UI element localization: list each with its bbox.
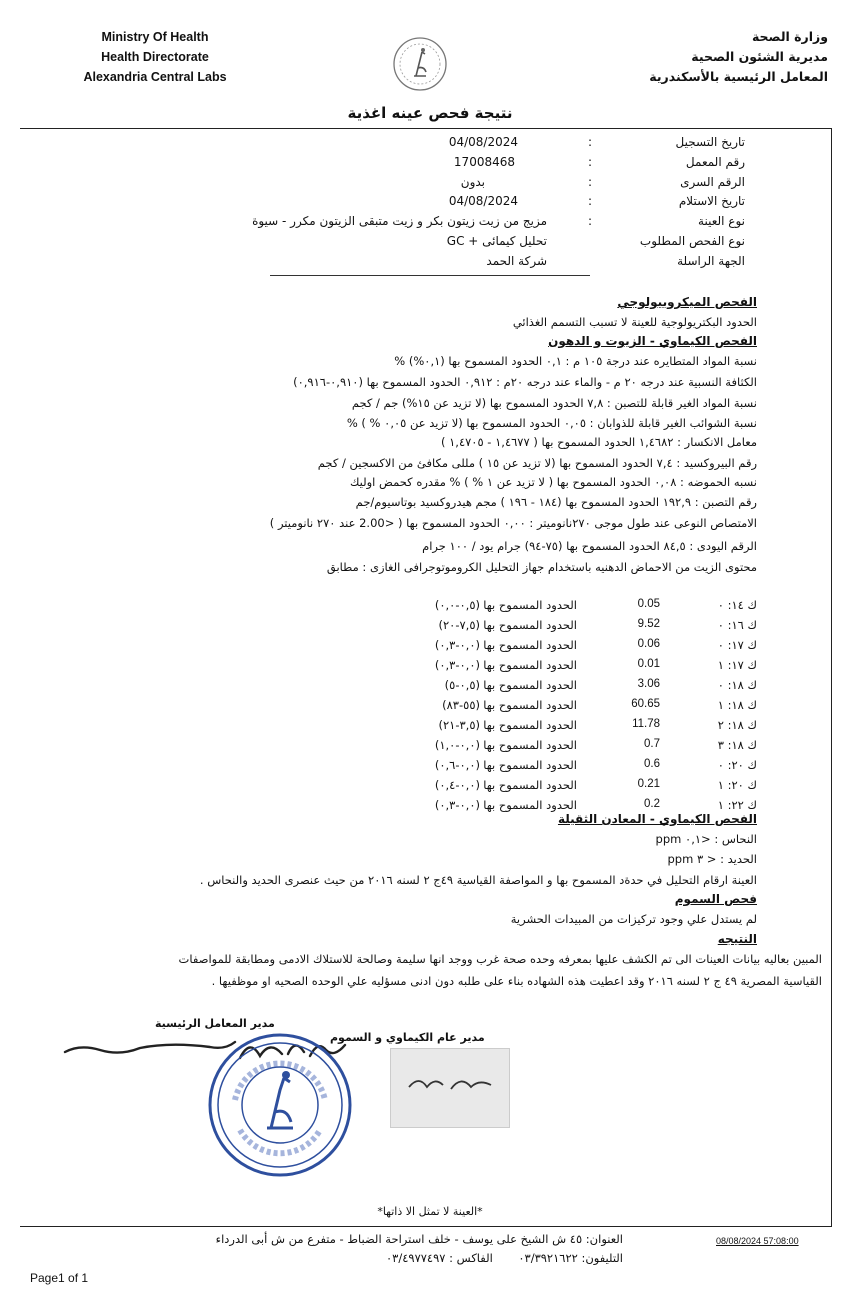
ministry-logo-icon: [392, 36, 448, 92]
info-row: [0, 194, 860, 214]
permitted-label: الحدود المسموح بها: [483, 738, 577, 752]
fatty-acid-range: (٠,٠-٠,٦): [434, 758, 480, 772]
chem-line: الرقم اليودى : ٨٤,٥ الحدود المسموح بها (٧٥-٩٤) جرام يود / ١٠٠ جرام: [422, 539, 757, 553]
fatty-acid-row: [0, 758, 860, 778]
permitted-label: الحدود المسموح بها: [483, 778, 577, 792]
info-row: [0, 155, 860, 175]
phone-line: التليفون: ٠٣/٣٩٢١٦٢٢: [518, 1251, 623, 1265]
info-colon: :: [587, 155, 592, 169]
info-row: [0, 175, 860, 195]
chem-line: نسبة المواد المتطايره عند درجة ١٠٥ م : ٠,١ الحدود المسموح بها (٠,١%) %: [394, 354, 757, 368]
info-label: تاريخ الاستلام: [678, 194, 745, 208]
chem-oils-title: الفحص الكيماوي - الزيوت و الدهون: [548, 334, 757, 348]
info-label: نوع العينة: [698, 214, 745, 228]
page-number: Page1 of 1: [30, 1271, 89, 1285]
metals-line: النحاس : <٠,١ ppm: [655, 832, 757, 846]
micro-text: الحدود البكتريولوجية للعينة لا تسبب التسمم الغذائي: [512, 315, 757, 329]
fatty-acid-range: (٠,٠-٠,٣): [434, 798, 480, 812]
director-main-label: مدير المعامل الرئيسية: [155, 1017, 275, 1030]
result-paragraph: [22, 948, 822, 992]
fax-line: الفاكس : ٠٣/٤٩٧٧٤٩٧: [386, 1251, 493, 1265]
fatty-acid-row: [0, 678, 860, 698]
fatty-acid-value: 11.78: [632, 718, 660, 730]
fatty-acid-range: (٧,٥-٢٠): [438, 618, 480, 632]
metals-line: العينة ارقام التحليل في حدةد المسموح بها و المواصفة القياسية ٤٩ج ٢ لسنه ٢٠١٦ من حيث عنصرى الحديد والنحاس .: [199, 873, 757, 887]
info-value: 04/08/2024: [448, 135, 518, 149]
fatty-acid-range: (٣,٥-٢١): [438, 718, 480, 732]
micro-title: الفحص الميكروبيولوجي: [617, 295, 757, 309]
fatty-acid-value: 3.06: [637, 678, 660, 690]
info-value: 17008468: [453, 155, 515, 169]
fatty-acid-name: ك ٢٢: ١: [717, 798, 757, 812]
permitted-label: الحدود المسموح بها: [483, 678, 577, 692]
permitted-label: الحدود المسموح بها: [483, 618, 577, 632]
fatty-acid-name: ك ١٧: ٠: [717, 638, 757, 652]
info-colon: :: [587, 175, 592, 189]
chem-line: الامتصاص النوعى عند طول موجى ٢٧٠نانوميتر : ٠,٠٠ الحدود المسموح بها ( <2.00 عند ٢٧٠ نانوميتر ): [269, 516, 757, 530]
print-datetime: 08/08/2024 57:08:00: [716, 1236, 799, 1246]
info-colon: :: [587, 135, 592, 149]
fatty-acid-value: 0.21: [637, 778, 660, 790]
chem-line: الكثافة النسبية عند درجه ٢٠ م - والماء عند درجه ٢٠م : ٠,٩١٢ الحدود المسموح بها (٠,٩١٠-٠,٩١٦): [293, 375, 757, 389]
info-label: تاريخ التسجيل: [675, 135, 745, 149]
report-title: نتيجة فحص عينه اغذية: [347, 104, 513, 122]
fatty-acid-row: [0, 618, 860, 638]
fatty-acid-range: (٠,٠-١,٠): [434, 738, 480, 752]
chem-line: رقم البيروكسيد : ٧,٤ الحدود المسموح بها (لا تزيد عن ١٥ ) مللى مكافئ من الاكسجين / كجم: [317, 456, 757, 470]
header-en-directorate: Health Directorate: [101, 50, 209, 64]
footer-divider: [20, 1226, 831, 1227]
chem-director-signature-seal: [390, 1048, 510, 1128]
fatty-acid-name: ك ١٦: ٠: [717, 618, 757, 632]
permitted-label: الحدود المسموح بها: [483, 658, 577, 672]
permitted-label: الحدود المسموح بها: [483, 698, 577, 712]
fatty-acid-name: ك ١٨: ٣: [717, 738, 757, 752]
info-row: [0, 135, 860, 155]
info-label: الجهة الراسلة: [677, 254, 745, 268]
fatty-acid-row: [0, 658, 860, 678]
fatty-acid-table: [0, 580, 860, 812]
info-label: الرقم السرى: [680, 175, 745, 189]
info-value: بدون: [460, 175, 485, 189]
info-value: شركة الحمد: [486, 254, 547, 268]
info-divider: [270, 275, 590, 276]
fatty-acid-range: (٠,٠-٠,٣): [434, 658, 480, 672]
fatty-acid-row: [0, 738, 860, 758]
fatty-acid-range: (٠,٥-٥): [444, 678, 480, 692]
fatty-acid-value: 9.52: [637, 618, 660, 630]
fatty-acid-name: ك ١٨: ١: [717, 698, 757, 712]
info-row: [0, 234, 860, 254]
result-line: القياسية المصرية ٤٩ ج ٢ لسنه ٢٠١٦ وقد اعطيت هذه الشهاده بناء على طلبه دون ادنى مسؤليه علي الوحده الصحيه او موظفيها .: [211, 974, 822, 988]
fatty-acid-range: (٠,٠-٠,٣): [434, 638, 480, 652]
info-row: [0, 254, 860, 274]
chem-line: محتوى الزيت من الاحماض الدهنيه باستخدام جهاز التحليل الكروموتوجرافى الغازى : مطابق: [326, 560, 757, 574]
fatty-acid-value: 0.01: [637, 658, 660, 670]
info-colon: :: [587, 214, 592, 228]
permitted-label: الحدود المسموح بها: [483, 718, 577, 732]
permitted-label: الحدود المسموح بها: [483, 758, 577, 772]
fatty-acid-row: [0, 778, 860, 798]
info-colon: :: [587, 194, 592, 208]
fatty-acid-row: [0, 718, 860, 738]
permitted-label: الحدود المسموح بها: [483, 798, 577, 812]
fatty-acid-name: ك ٢٠: ٠: [717, 758, 757, 772]
info-label: نوع الفحص المطلوب: [639, 234, 745, 248]
director-chem-label: مدير عام الكيماوي و السموم: [330, 1031, 485, 1044]
result-title: النتيجه: [717, 932, 757, 946]
fatty-acid-value: 60.65: [631, 698, 660, 710]
permitted-label: الحدود المسموح بها: [483, 598, 577, 612]
fatty-acid-value: 0.7: [644, 738, 660, 750]
header-ar-labs: المعامل الرئيسية بالأسكندرية: [649, 69, 828, 84]
fatty-acid-range: (٥٥-٨٣): [442, 698, 480, 712]
sample-note: *العينة لا تمثل الا ذاتها*: [377, 1205, 483, 1218]
header-en-ministry: Ministry Of Health: [101, 30, 209, 44]
header-ar: [649, 27, 828, 87]
permitted-label: الحدود المسموح بها: [483, 638, 577, 652]
address-line: العنوان: ٤٥ ش الشيخ على يوسف - خلف استراحة الضباط - متفرع من ش أبى الدرداء: [215, 1232, 623, 1246]
fatty-acid-name: ك ٢٠: ١: [717, 778, 757, 792]
fatty-acid-row: [0, 598, 860, 618]
fatty-acid-name: ك ١٤: ٠: [717, 598, 757, 612]
info-label: رقم المعمل: [685, 155, 745, 169]
lab-stamp-icon: [205, 1030, 355, 1180]
header-ar-directorate: مديرية الشئون الصحية: [691, 49, 828, 64]
chem-line: نسبه الحموضه : ٠,٠٨ الحدود المسموح بها ( لا تزيد عن ١ % ) % مقدره كحمض اوليك: [349, 475, 757, 489]
chem-line: رقم التصبن : ١٩٢,٩ الحدود المسموح بها (١٨٤ - ١٩٦ ) مجم هيدروكسيد بوتاسيوم/جم: [355, 495, 757, 509]
fatty-acid-value: 0.6: [644, 758, 660, 770]
fatty-acid-range: (٠,٥-٠,٠): [434, 598, 480, 612]
fatty-acid-range: (٠,٠-٠,٤): [434, 778, 480, 792]
fatty-acid-name: ك ١٨: ٠: [717, 678, 757, 692]
toxins-title: فحص السموم: [674, 892, 757, 906]
chem-line: معامل الانكسار : ١,٤٦٨٢ الحدود المسموح بها ( ١,٤٦٧٧ - ١,٤٧٠٥ ): [440, 435, 757, 449]
info-row: [0, 214, 860, 234]
fatty-acid-name: ك ١٧: ١: [717, 658, 757, 672]
fatty-acid-name: ك ١٨: ٢: [717, 718, 757, 732]
fatty-acid-row: [0, 698, 860, 718]
chem-line: نسبة المواد الغير قابلة للتصبن : ٧,٨ الحدود المسموح بها (لا تزيد عن ١٥%) جم / كجم: [351, 396, 757, 410]
fatty-acid-value: 0.06: [637, 638, 660, 650]
fatty-acid-row: [0, 638, 860, 658]
metals-title: الفحص الكيماوي - المعادن الثقيلة: [557, 812, 757, 826]
header-en-labs: Alexandria Central Labs: [83, 70, 227, 84]
metals-line: الحديد : < ٣ ppm: [667, 852, 757, 866]
header-en: [70, 27, 240, 87]
info-value: مزيج من زيت زيتون بكر و زيت متبقى الزيتون مكرر - سيوة: [252, 214, 547, 228]
info-value: تحليل كيمائى + GC: [446, 234, 547, 248]
info-value: 04/08/2024: [448, 194, 518, 208]
toxins-text: لم يستدل علي وجود تركيزات من المبيدات الحشرية: [510, 912, 757, 926]
result-line: المبين بعاليه بيانات العينات الى تم الكشف عليها بمعرفه وحده صحة غرب ووجد انها سليمة وصالحة للاستلاك الادمى ومطابقة للمواصفات: [178, 952, 822, 966]
fatty-acid-value: 0.2: [644, 798, 660, 810]
chem-line: نسبة الشوائب الغير قابلة للذوابان : ٠,٠٥ الحدود المسموح بها (لا تزيد عن ٠,٠٥ % ) %: [346, 416, 757, 430]
header-ar-ministry: وزارة الصحة: [751, 29, 828, 44]
fatty-acid-value: 0.05: [637, 598, 660, 610]
